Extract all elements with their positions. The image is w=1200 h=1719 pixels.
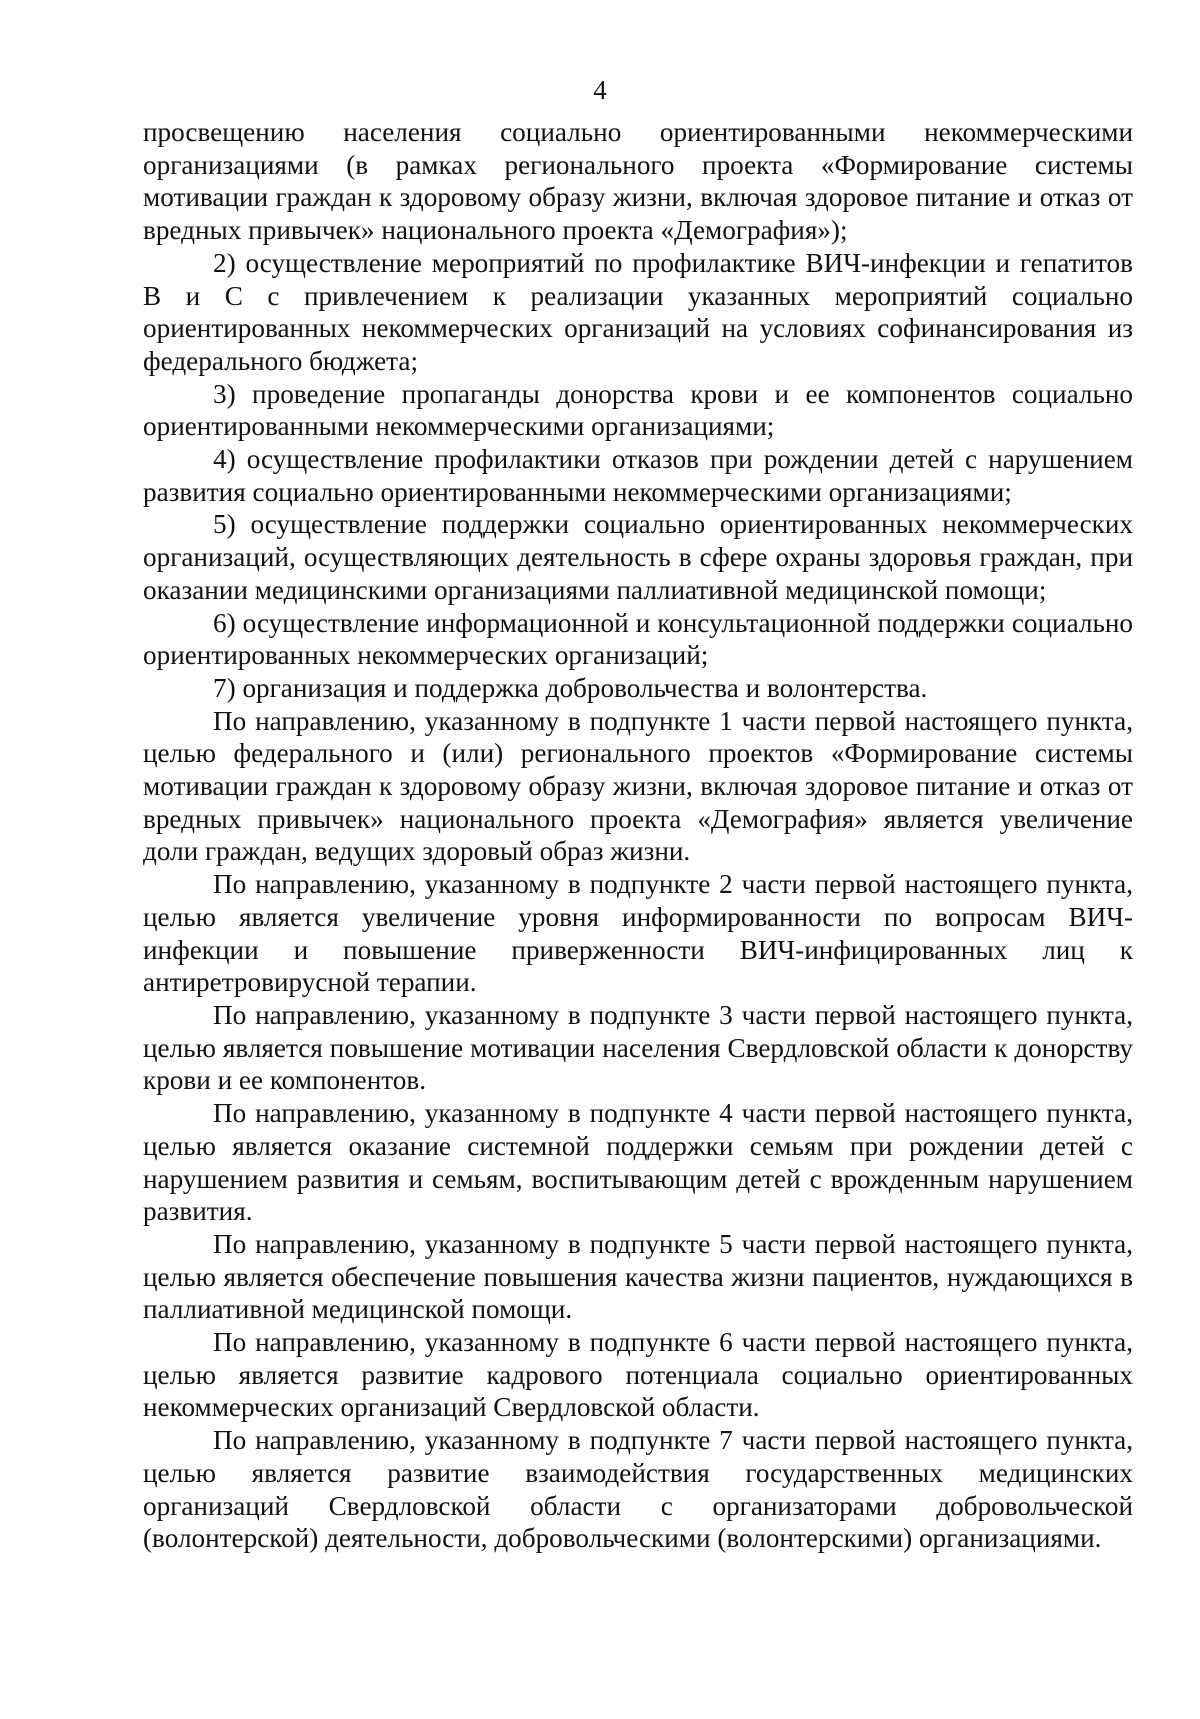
list-item-7: 7) организация и поддержка добровольчества и волонтерства.	[213, 672, 928, 703]
document-body	[143, 116, 1133, 1555]
paragraph-goal-5: По направлению, указанному в подпункте 5 части первой настоящего пункта, целью является обеспечение повышения качества жизни пациентов, нуждающихся в паллиативной медицинской помощи.	[143, 1228, 1133, 1325]
paragraph-goal-6: По направлению, указанному в подпункте 6 части первой настоящего пункта, целью является развитие кадрового потенциала социально ориентированных некоммерческих организаций Свердловской области.	[143, 1327, 1133, 1423]
list-item-3: 3) проведение пропаганды донорства крови и ее компонентов социально ориентированными некоммерческими организациями;	[143, 378, 1133, 442]
page-number: 4	[593, 75, 607, 105]
paragraph-goal-1: По направлению, указанному в подпункте 1 части первой настоящего пункта, целью федерального и (или) регионального проектов «Формирование системы мотивации граждан к здоровому образу жизни, включая здоровое питание и отказ от вредных привычек» национального проекта «Демография» является увеличение доли граждан, ведущих здоровый образ жизни.	[143, 705, 1133, 867]
list-item-2: 2) осуществление мероприятий по профилактике ВИЧ-инфекции и гепатитов В и С с привлечением к реализации указанных мероприятий социально ориентированных некоммерческих организаций на условиях софинансирования из федерального бюджета;	[143, 247, 1133, 376]
paragraph-goal-3: По направлению, указанному в подпункте 3 части первой настоящего пункта, целью является повышение мотивации населения Свердловской области к донорству крови и ее компонентов.	[143, 999, 1133, 1096]
paragraph-continuation: просвещению населения социально ориентированными некоммерческими организациями (в рамках регионального проекта «Формирование системы мотивации граждан к здоровому образу жизни, включая здоровое питание и отказ от вредных привычек» национального проекта «Демография»);	[143, 117, 1133, 246]
paragraph-goal-4: По направлению, указанному в подпункте 4 части первой настоящего пункта, целью является оказание системной поддержки семьям при рождении детей с нарушением развития и семьям, воспитывающим детей с врожденным нарушением развития.	[143, 1098, 1133, 1227]
paragraph-goal-7: По направлению, указанному в подпункте 7 части первой настоящего пункта, целью является развитие взаимодействия государственных медицинских организаций Свердловской области с организаторами добровольческой (волонтерской) деятельности, добровольческими (волонтерскими) организациями.	[143, 1425, 1133, 1554]
paragraph-goal-2: По направлению, указанному в подпункте 2 части первой настоящего пункта, целью является увеличение уровня информированности по вопросам ВИЧ-инфекции и повышение приверженности ВИЧ-инфицированных лиц к антиретровирусной терапии.	[143, 869, 1133, 998]
list-item-5: 5) осуществление поддержки социально ориентированных некоммерческих организаций, осуществляющих деятельность в сфере охраны здоровья граждан, при оказании медицинскими организациями паллиативной медицинской помощи;	[143, 509, 1133, 605]
list-item-4: 4) осуществление профилактики отказов при рождении детей с нарушением развития социально ориентированными некоммерческими организациями;	[143, 444, 1133, 507]
list-item-6: 6) осуществление информационной и консультационной поддержки социально ориентированных некоммерческих организаций;	[143, 607, 1133, 671]
